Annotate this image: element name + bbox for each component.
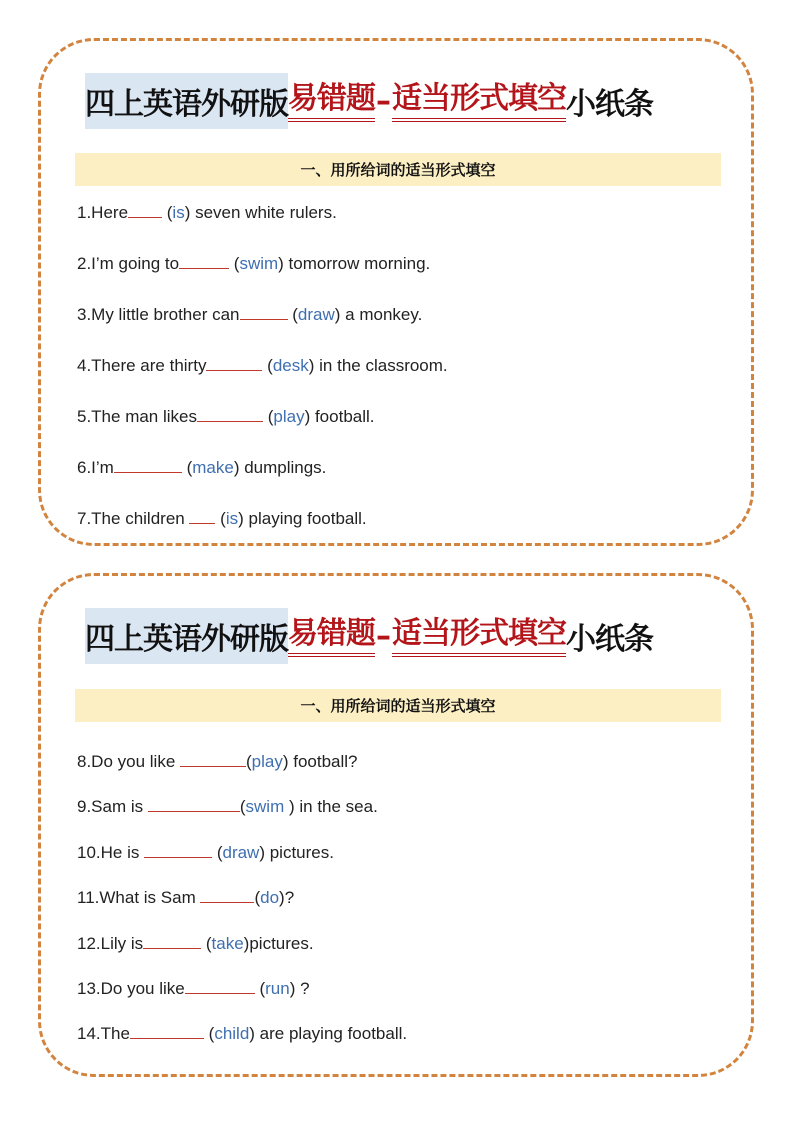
question-item: 2.I’m going to (swim) tomorrow morning. — [77, 254, 431, 273]
answer-blank[interactable] — [130, 1024, 204, 1039]
hint-word: play — [251, 752, 283, 771]
answer-blank[interactable] — [128, 203, 162, 218]
hint-word: swim — [239, 254, 279, 273]
hint-word: run — [265, 979, 290, 998]
question-item: 14.The (child) are playing football. — [77, 1024, 408, 1043]
hint-word: make — [192, 458, 234, 477]
note-card-1 — [38, 38, 754, 546]
title-grade-part: 四上英语外研版 — [85, 608, 288, 664]
title-note-part: 小纸条 — [566, 87, 653, 122]
title-error-part: 易错题 — [288, 80, 375, 122]
hint-word: child — [214, 1024, 250, 1043]
title-dash: – — [376, 83, 391, 119]
answer-blank[interactable] — [144, 843, 212, 858]
hint-word: swim — [245, 797, 289, 816]
answer-blank[interactable] — [197, 407, 263, 422]
hint-word: play — [273, 407, 305, 426]
answer-blank[interactable] — [185, 979, 255, 994]
title-error-part: 易错题 — [288, 615, 375, 657]
card-title — [85, 610, 653, 662]
question-item: 4.There are thirty (desk) in the classroom. — [77, 356, 448, 375]
answer-blank[interactable] — [143, 934, 201, 949]
answer-blank[interactable] — [200, 888, 254, 903]
answer-blank[interactable] — [240, 305, 288, 320]
answer-blank[interactable] — [114, 458, 182, 473]
note-card-2 — [38, 573, 754, 1077]
title-topic-part: 适当形式填空 — [392, 615, 566, 657]
answer-blank[interactable] — [180, 752, 246, 767]
title-dash: – — [376, 618, 391, 654]
question-item: 5.The man likes (play) football. — [77, 407, 375, 426]
hint-word: desk — [272, 356, 309, 375]
question-item: 11.What is Sam (do)? — [77, 888, 295, 907]
card-title — [85, 75, 653, 127]
hint-word: draw — [297, 305, 335, 324]
question-item: 13.Do you like (run) ? — [77, 979, 310, 998]
hint-word: draw — [222, 843, 260, 862]
section-heading: 一、用所给词的适当形式填空 — [75, 153, 721, 186]
question-item: 8.Do you like (play) football? — [77, 752, 358, 771]
hint-word: is — [172, 203, 185, 222]
question-item: 12.Lily is (take)pictures. — [77, 934, 314, 953]
title-topic-part: 适当形式填空 — [392, 80, 566, 122]
hint-word: do — [260, 888, 280, 907]
question-item: 10.He is (draw) pictures. — [77, 843, 334, 862]
answer-blank[interactable] — [179, 254, 229, 269]
title-note-part: 小纸条 — [566, 622, 653, 657]
question-item: 6.I’m (make) dumplings. — [77, 458, 327, 477]
title-grade-part: 四上英语外研版 — [85, 73, 288, 129]
question-item: 9.Sam is (swim ) in the sea. — [77, 797, 378, 816]
hint-word: take — [211, 934, 244, 953]
hint-word: is — [225, 509, 239, 528]
question-item: 7.The children (is) playing football. — [77, 509, 367, 528]
section-heading: 一、用所给词的适当形式填空 — [75, 689, 721, 722]
answer-blank[interactable] — [189, 509, 215, 524]
question-item: 3.My little brother can (draw) a monkey. — [77, 305, 423, 324]
question-item: 1.Here (is) seven white rulers. — [77, 203, 337, 222]
answer-blank[interactable] — [148, 797, 240, 812]
answer-blank[interactable] — [206, 356, 262, 371]
